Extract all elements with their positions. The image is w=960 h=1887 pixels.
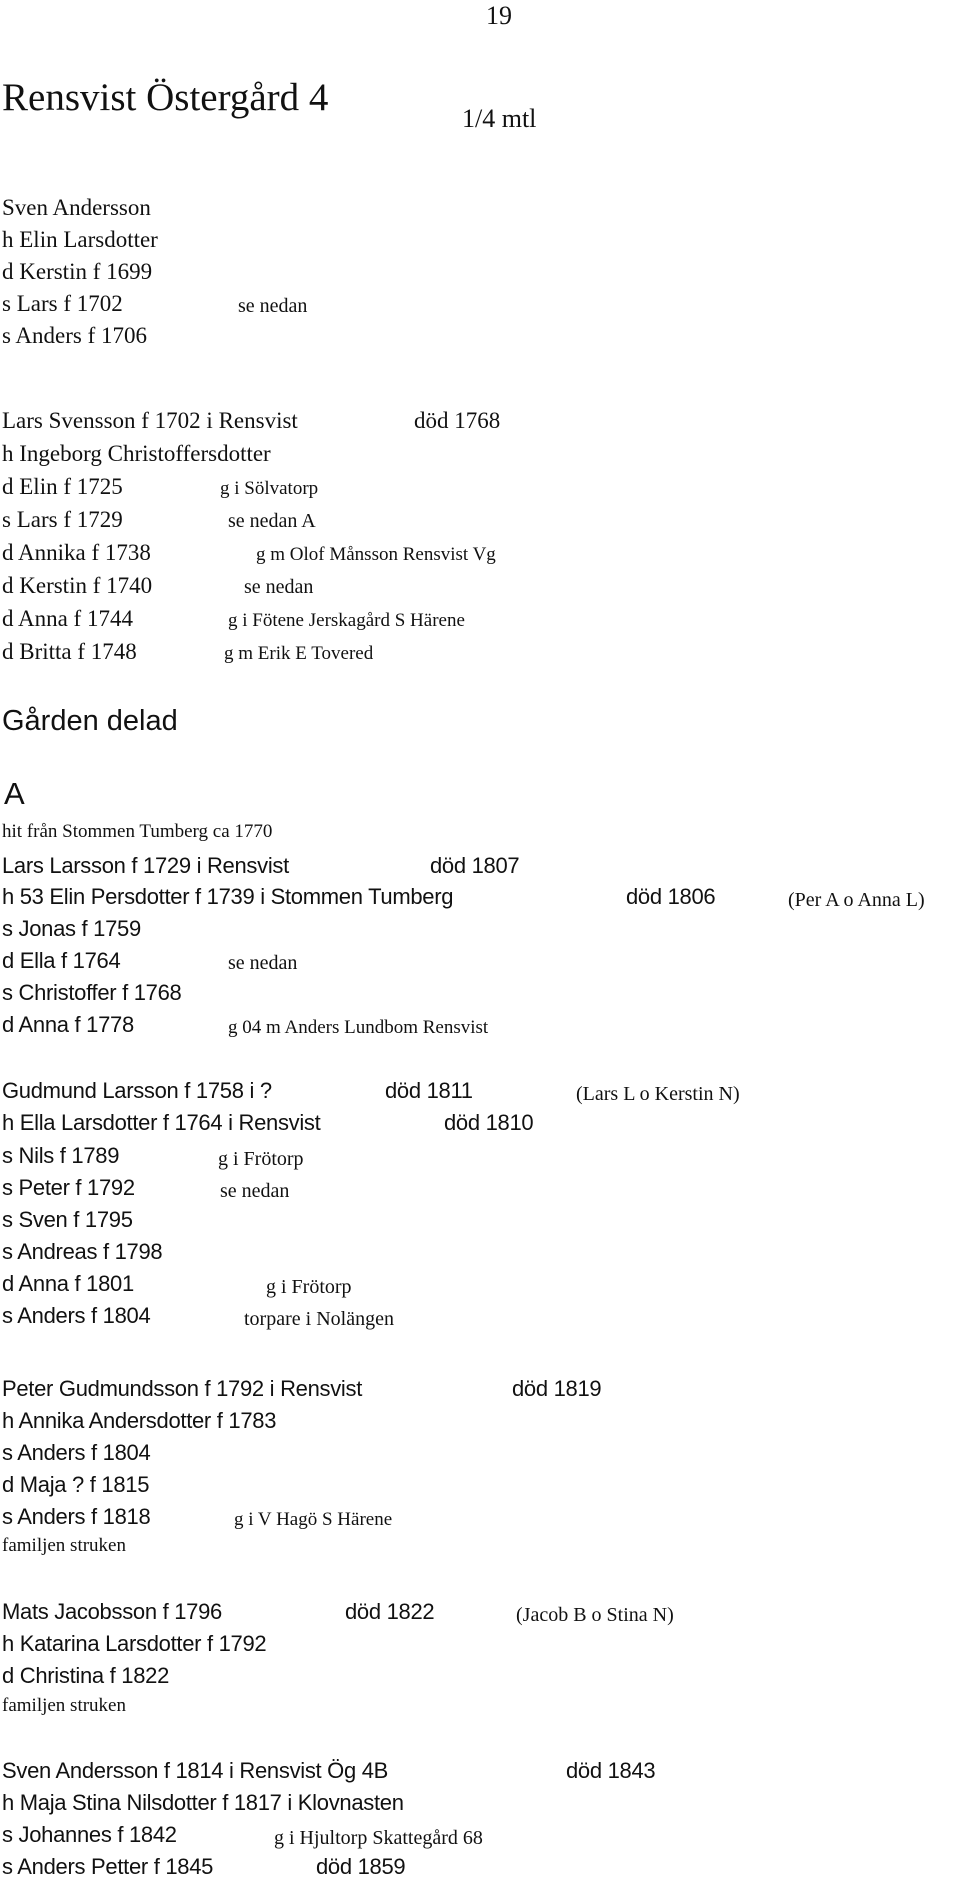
death-year: död 1810 (444, 1110, 534, 1135)
page-number: 19 (486, 1, 512, 30)
family-line: s Christoffer f 1768 (2, 980, 182, 1005)
family-line: s Anders Petter f 1845 (2, 1854, 214, 1879)
family-note: g i Frötorp (266, 1276, 352, 1298)
family-line: d Annika f 1738 (2, 540, 151, 565)
family-line: h Elin Larsdotter (2, 227, 158, 252)
family-line: d Anna f 1801 (2, 1271, 134, 1296)
family-line: s Lars f 1729 (2, 507, 123, 532)
family-note: g i V Hagö S Härene (234, 1509, 393, 1530)
family-line: h Ella Larsdotter f 1764 i Rensvist (2, 1110, 321, 1135)
family-head: Lars Larsson f 1729 i Rensvist (2, 853, 289, 878)
parents-note: (Lars L o Kerstin N) (576, 1083, 740, 1105)
family-note: g m Olof Månsson Rensvist Vg (256, 544, 496, 565)
death-year: död 1768 (414, 408, 501, 433)
death-year: död 1819 (512, 1376, 602, 1401)
family-note: g i Frötorp (218, 1148, 304, 1170)
family-note: se nedan (228, 952, 298, 974)
struck-note: familjen struken (2, 1695, 126, 1716)
family-note: g i Fötene Jerskagård S Härene (228, 610, 465, 631)
family-line: d Ella f 1764 (2, 948, 121, 973)
family-line: s Anders f 1804 (2, 1303, 151, 1328)
family-note: g 04 m Anders Lundbom Rensvist (228, 1017, 489, 1038)
family-line: d Kerstin f 1740 (2, 573, 153, 598)
page-title: Rensvist Östergård 4 (2, 76, 329, 119)
death-year: död 1806 (626, 884, 716, 909)
family-head: Mats Jacobsson f 1796 (2, 1599, 222, 1624)
family-line: s Jonas f 1759 (2, 916, 141, 941)
section-letter: A (4, 776, 25, 811)
section-heading: Gården delad (2, 705, 178, 737)
family-note: torpare i Nolängen (244, 1308, 394, 1330)
family-line: h 53 Elin Persdotter f 1739 i Stommen Tumberg (2, 884, 454, 909)
family-line: h Ingeborg Christoffersdotter (2, 441, 271, 466)
family-line: d Kerstin f 1699 (2, 259, 153, 284)
farm-share: 1/4 mtl (462, 104, 537, 133)
family-line: s Anders f 1804 (2, 1440, 151, 1465)
family-line: d Britta f 1748 (2, 639, 137, 664)
family-line: d Christina f 1822 (2, 1663, 170, 1688)
family-line: s Andreas f 1798 (2, 1239, 163, 1264)
parents-note: (Jacob B o Stina N) (516, 1604, 674, 1626)
death-year: död 1811 (385, 1078, 473, 1103)
family-line: h Maja Stina Nilsdotter f 1817 i Klovnasten (2, 1790, 404, 1815)
family-line: Sven Andersson (2, 195, 151, 220)
family-line: d Maja ? f 1815 (2, 1472, 150, 1497)
family-note: se nedan (238, 295, 308, 317)
family-note: g m Erik E Tovered (224, 643, 374, 664)
death-year: död 1807 (430, 853, 520, 878)
family-line: s Anders f 1706 (2, 323, 148, 348)
death-year: död 1822 (345, 1599, 435, 1624)
death-year: död 1843 (566, 1758, 656, 1783)
family-line: d Anna f 1744 (2, 606, 133, 631)
family-line: h Katarina Larsdotter f 1792 (2, 1631, 267, 1656)
section-note: hit från Stommen Tumberg ca 1770 (2, 821, 273, 842)
family-line: h Annika Andersdotter f 1783 (2, 1408, 277, 1433)
family-note: g i Sölvatorp (220, 478, 319, 499)
family-head: Peter Gudmundsson f 1792 i Rensvist (2, 1376, 363, 1401)
family-head: Gudmund Larsson f 1758 i ? (2, 1078, 272, 1103)
family-head: Lars Svensson f 1702 i Rensvist (2, 408, 298, 433)
death-year: död 1859 (316, 1854, 406, 1879)
family-line: d Anna f 1778 (2, 1012, 134, 1037)
family-note: se nedan A (228, 510, 316, 532)
family-line: s Lars f 1702 (2, 291, 123, 316)
family-line: s Anders f 1818 (2, 1504, 151, 1529)
parents-note: (Per A o Anna L) (788, 889, 925, 911)
family-note: g i Hjultorp Skattegård 68 (274, 1827, 483, 1849)
struck-note: familjen struken (2, 1535, 126, 1556)
family-note: se nedan (220, 1180, 290, 1202)
family-line: s Sven f 1795 (2, 1207, 133, 1232)
family-line: s Nils f 1789 (2, 1143, 120, 1168)
family-line: d Elin f 1725 (2, 474, 123, 499)
family-line: s Peter f 1792 (2, 1175, 135, 1200)
family-note: se nedan (244, 576, 314, 598)
family-line: s Johannes f 1842 (2, 1822, 177, 1847)
family-head: Sven Andersson f 1814 i Rensvist Ög 4B (2, 1758, 389, 1783)
